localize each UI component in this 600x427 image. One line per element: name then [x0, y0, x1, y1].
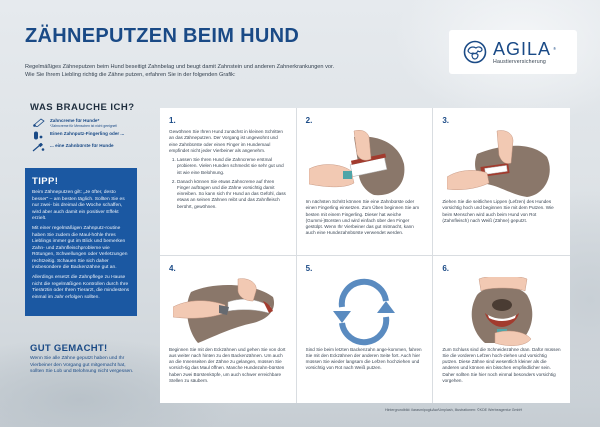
step-number: 2.: [305, 116, 313, 125]
tip-paragraph: Mit einer regelmäßigen Zahnputz-routine haben Sie zudem die Maul-höhle Ihres Lieblings immer gut im Blick und bemerken Zahn- und Zahnfleischprobleme wie Rötungen, Schwellungen oder Verletzungen rechtzeitig. Schauen Sie sich daher insbesondere die Backenzähne gut an.: [32, 226, 128, 270]
step-text: Ziehen Sie die seitlichen Lippen (Lefzen) des Hundes vorsichtig hoch und beginnen Sie mit dem Putzen. Wie beim Menschen wird auch beim Hund von Rot (Zahnfleisch) nach Weiß (Zähne) geputzt.: [442, 199, 554, 223]
step-6: [433, 256, 570, 404]
finger-brush-illustration-icon: [309, 129, 419, 199]
step-text: Sind Sie beim letzten Backenzahn ange-kommen, fahren Sie mit den Eckzähnen der anderen Seite fort. Auch hier müssen Sie wieder langsam die Lefzen hochziehen und vorsichtig von Rot nach Weiß putzen.: [305, 346, 422, 371]
step-3: [433, 108, 570, 256]
needs-item-toothpaste: [32, 118, 152, 128]
step-text: Im nächsten Schritt können Sie eine Zahnbürste oder einen Fingerling einsetzen. Zum Üben beginnen Sie am besten mit einem Fingerling. Dieser hat weiche (Gummi-)Borsten und wird einfach über den Finger gestülpt. Wenn Ihr Vierbeiner das gut mitmacht, kann auch eine Hundezahnbürste verwendet werden.: [305, 199, 420, 236]
done-text: Wenn Sie alle Zähne geputzt haben und Ihr Vierbeiner den Vorgang gut mitgemacht hat, sollten Sie Lob und Belohnung nicht vergessen.: [30, 356, 134, 374]
tip-box: [25, 168, 137, 316]
step-1: [160, 108, 297, 256]
needs-title: WAS BRAUCHE ICH?: [30, 102, 135, 113]
step-number: 1.: [169, 116, 176, 125]
tip-title: TIPP!: [32, 176, 59, 187]
step-list-item: 2. Danach können Sie etwas Zahncreme auf Ihren Finger auftragen und die Zähne vorsichtig damit einreiben. So kann sich Ihr Hund an das Gefühl, dass etwas an seinen Zähnen reibt und das Zahnfleisch berührt, gewöhnen.: [177, 179, 287, 210]
step-2: [297, 108, 434, 256]
lift-lips-illustration-icon: [447, 129, 557, 199]
front-teeth-illustration-icon: [447, 277, 557, 347]
back-teeth-illustration-icon: [173, 277, 283, 347]
done-title: GUT GEMACHT!: [30, 343, 108, 354]
agila-logo[interactable]: [449, 30, 577, 74]
dog-cat-circle-icon: [463, 40, 487, 64]
needs-item-label: ... eine Zahnbürste für Hunde: [50, 143, 114, 149]
logo-name: AGILA ®: [493, 38, 558, 59]
page-title: ZÄHNEPUTZEN BEIM HUND: [25, 25, 300, 47]
step-paragraph: Gewöhnen Sie Ihren Hund zunächst in kleinen Schritten an das Zähneputzen. Der Vorgang ist ungewohnt und eine Zahnbürste oder einen Finger im Hundemaul empfindet nicht jeder Vierbeiner als angenehm.: [169, 129, 283, 153]
step-number: 4.: [169, 263, 176, 273]
finger-brush-icon: [32, 131, 46, 140]
needs-item-toothbrush: [32, 143, 152, 152]
tip-paragraph: Beim Zähneputzen gilt: „Je öfter, desto besser“ – am besten täglich. Sollten Sie es nur zwei- bis dreimal die Woche schaffen, wird aber auch damit ein positiver Effekt erzielt.: [32, 190, 125, 221]
step-text: [169, 129, 287, 210]
needs-item-finger-brush: [32, 131, 152, 140]
needs-item-label: Einen Zahnputz-Fingerling oder ...: [50, 131, 125, 137]
step-number: 3.: [442, 116, 449, 125]
intro-line-2: Wie Sie Ihrem Liebling richtig die Zähne putzen, erfahren Sie in der folgenden Grafik:: [25, 71, 236, 78]
circular-arrows-icon: [309, 277, 419, 347]
needs-list: [32, 118, 152, 155]
step-number: 6.: [442, 263, 449, 273]
needs-item-label: Zahncreme für Hunde*: [50, 118, 100, 123]
step-number: 5.: [305, 263, 313, 273]
intro-line-1: Regelmäßiges Zähneputzen beim Hund beseitigt Zahnbelag und beugt damit Zahnstein und anderen Zahnerkrankungen vor.: [25, 64, 335, 70]
image-credit: Hintergrundbild: ilarasmipogluAw/Umplash, Illustrationen: ©KDE Werbeagentur GmbH: [385, 408, 523, 412]
step-list: [169, 157, 287, 210]
tip-paragraph: Allerdings ersetzt die Zahnpflege zu Hause nicht die regelmäßigen Kontrollen durch Ihre Tierärztin oder Ihren Tierarzt, die mindestens einmal im Jahr erfolgen sollten.: [32, 275, 130, 300]
needs-item-note: *Zahncreme für Menschen ist nicht geeignet!: [50, 124, 118, 128]
logo-subtitle: Haustierversicherung: [493, 58, 547, 65]
step-list-item: 1. Lassen Sie Ihren Hund die Zahncreme erstmal probieren. Vielen Hunden schmeckt sie sehr gut und ist wie eine Belohnung.: [177, 157, 287, 176]
step-5: [297, 256, 434, 404]
toothbrush-icon: [32, 143, 46, 152]
step-text: Beginnen Sie mit den Eckzähnen und gehen Sie von dort aus weiter nach hinten zu den Backenzähnen. Um auch an die Innenseiten der Zähne zu gelangen, müssen Sie vorsich-tig das Maul öffnen. Manche Hundezahn-bürsten haben zwei Bürstenköpfe, um auch schwer erreichbare Stellen zu säubern.: [169, 346, 286, 383]
steps-panel: [160, 108, 570, 403]
step-4: [160, 256, 297, 404]
step-text: Zum Schluss sind die Schneidezähne dran. Dafür müssen Sie die vorderen Lefzen hoch-ziehen und vorsichtig putzen. Diese Zähne sind wesentlich kleiner als die anderen und können ein bisschen empfindlicher sein. Daher sollten Sie hier noch einmal besonders vorsichtig vorgehen.: [442, 346, 561, 383]
intro-text: [25, 64, 445, 79]
toothpaste-icon: [32, 118, 46, 127]
